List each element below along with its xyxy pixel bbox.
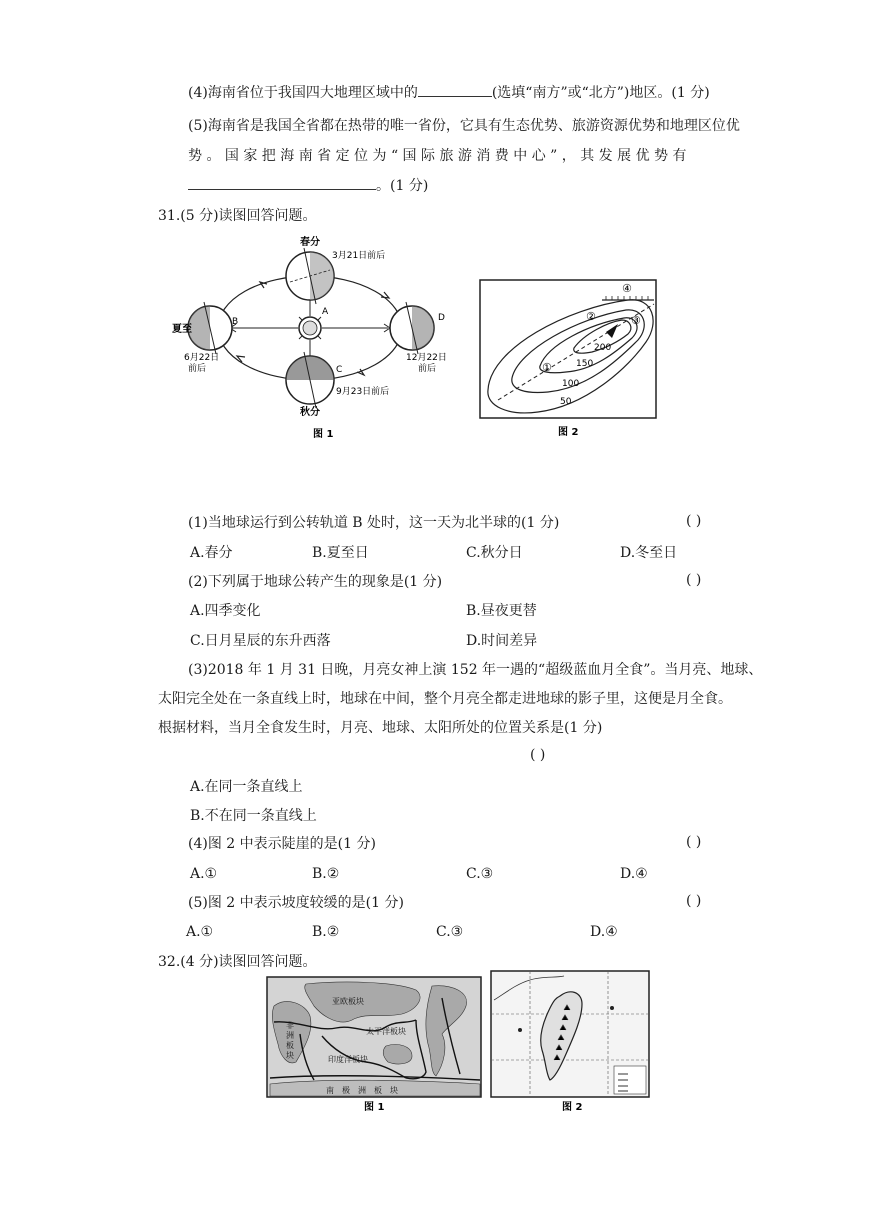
contour-map [478,278,678,443]
q31-s4-stem: (4)图 2 中表示陡崖的是(1 分) [188,836,376,852]
option-c[interactable]: C.③ [466,866,494,882]
contour-label-50: 50 [560,397,572,407]
option-c[interactable]: C.秋分日 [466,545,523,561]
label-african-plate-1: 非 [286,1021,294,1030]
contour-label-100: 100 [562,379,580,389]
q30-part5-line3 [188,175,428,196]
revolution-diagram [172,232,472,447]
option-b[interactable]: B.夏至日 [312,545,369,561]
fig2-caption: 图 2 [558,427,579,438]
revolution-figure [172,232,472,447]
option-d[interactable]: D.④ [590,924,618,940]
q32-header: 32.(4 分)读图回答问题。 [158,954,317,970]
marker-2: ② [586,310,596,323]
q31-header: 31.(5 分)读图回答问题。 [158,208,317,224]
option-c[interactable]: C.日月星辰的东升西落 [190,633,331,649]
q30-part4-tail: (选填“南方”或“北方”)地区。(1 分) [491,85,710,101]
q30-part4 [188,82,710,103]
label-indian-plate: 印度洋板块 [328,1055,368,1064]
q30-part4-text: (4)海南省位于我国四大地理区域中的 [188,85,418,101]
taiwan-map [490,970,654,1116]
label-eurasian-plate: 亚欧板块 [332,997,364,1006]
plates-map [266,976,484,1116]
label-spring: 春分 [300,237,320,248]
marker-1: ① [542,361,552,374]
q31-s1-stem: (1)当地球运行到公转轨道 B 处时，这一天为北半球的(1 分) [188,515,560,531]
option-b[interactable]: B.昼夜更替 [466,603,537,619]
q31-s3-line2: 太阳完全处在一条直线上时，地球在中间，整个月亮全都走进地球的影子里，这便是月全食。 [158,691,732,707]
option-d[interactable]: D.时间差异 [466,633,538,649]
earth-spring-a [286,248,334,304]
option-c[interactable]: C.③ [436,924,464,940]
q31-s2-answer-paren[interactable]: ( ) [686,572,702,588]
fig2-caption: 图 2 [562,1102,583,1113]
option-a[interactable]: A.四季变化 [190,603,261,619]
label-spring-date: 3月21日前后 [332,251,386,261]
option-b[interactable]: B.不在同一条直线上 [190,808,317,824]
q31-s3-line3: 根据材料，当月全食发生时，月亮、地球、太阳所处的位置关系是(1 分) [158,720,603,736]
plates-figure [266,976,484,1116]
fig1-caption: 图 1 [364,1102,385,1113]
option-b[interactable]: B.② [312,924,340,940]
option-a[interactable]: A.① [190,866,218,882]
contour-figure [478,278,678,443]
contour-label-150: 150 [576,359,594,369]
marker-4: ④ [622,282,632,295]
option-d[interactable]: D.④ [620,866,648,882]
q31-s4-answer-paren[interactable]: ( ) [686,834,702,850]
q31-s3-line1: (3)2018 年 1 月 31 日晚，月亮女神上演 152 年一遇的“超级蓝血月全食”。当月亮、地球、 [188,662,763,678]
label-antarctic-plate: 南 极 洲 板 块 [326,1086,398,1095]
answer-blank[interactable] [418,82,492,97]
option-a[interactable]: A.春分 [190,545,233,561]
label-winter-date-1: 12月22日 [406,353,447,363]
option-b[interactable]: B.② [312,866,340,882]
label-d: D [438,313,445,323]
earth-summer-b [188,302,232,354]
label-pacific-plate: 太平洋板块 [366,1027,406,1036]
label-african-plate-4: 块 [286,1051,294,1060]
label-summer: 夏至 [172,324,192,335]
earth-autumn-c [286,352,334,408]
q30-part5-tail: 。(1 分) [376,178,429,194]
q31-s2-stem: (2)下列属于地球公转产生的现象是(1 分) [188,574,443,590]
label-autumn: 秋分 [300,407,320,418]
label-autumn-date: 9月23日前后 [336,387,390,397]
taiwan-figure [490,970,654,1116]
label-african-plate-2: 洲 [286,1031,294,1040]
q31-s5-stem: (5)图 2 中表示坡度较缓的是(1 分) [188,895,404,911]
marker-3: ③ [631,314,641,327]
fig1-caption: 图 1 [313,429,334,440]
q31-s1-answer-paren[interactable]: ( ) [686,513,702,529]
option-a[interactable]: A.① [186,924,214,940]
label-b: B [232,317,239,327]
label-a: A [322,307,329,317]
q31-s3-answer-paren[interactable]: ( ) [530,747,546,763]
legend-box [614,1066,646,1094]
label-c: C [336,365,343,375]
q30-part5-line1: (5)海南省是我国全省都在热带的唯一省份，它具有生态优势、旅游资源优势和地理区位优 [188,118,740,134]
q31-s5-answer-paren[interactable]: ( ) [686,893,702,909]
label-winter-date-2: 前后 [418,364,437,374]
answer-blank[interactable] [188,175,376,190]
label-african-plate-3: 板 [286,1041,294,1050]
label-summer-date-1: 6月22日 [184,353,220,363]
contour-label-200: 200 [594,343,612,353]
option-d[interactable]: D.冬至日 [620,545,678,561]
q30-part5-line2: 势 。 国 家 把 海 南 省 定 位 为 “ 国 际 旅 游 消 费 中 心 ” ， 其 发 展 优 势 有 [188,148,687,164]
option-a[interactable]: A.在同一条直线上 [190,779,303,795]
label-summer-date-2: 前后 [188,364,207,374]
